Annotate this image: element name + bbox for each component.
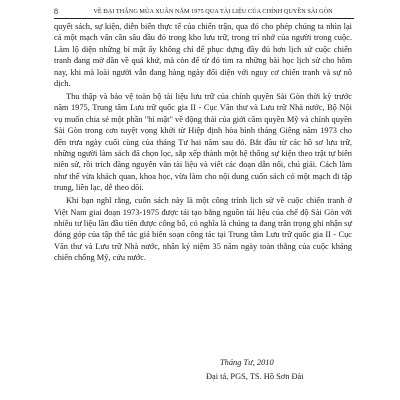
signature-date: Tháng Tư, 2010 xyxy=(220,358,274,367)
running-header xyxy=(54,5,354,19)
body-text xyxy=(54,21,352,265)
running-header-title: VỀ ĐẠI THẮNG MÙA XUÂN NĂM 1975 QUA TÀI LIỆU CỦA CHÍNH QUYỀN SÀI GÒN xyxy=(93,8,333,15)
signature-author: Đại tá, PGS, TS. Hồ Sơn Đài xyxy=(206,372,304,381)
page-number: 8 xyxy=(54,7,58,16)
paragraph-1: quyết sách, sự kiện, diễn biến thực tế của chiến trận, qua đó cho phép chúng ta nhìn lại cả một mạch vấn cần sâu đầu đó trong kho lưu trữ, trong trí nhớ của người trong cuộc. Làm lộ diện những bí mật ấy không chỉ để phục dựng đầy đủ hơn lịch sử cuộc chiến tranh đang mờ dần về quá khứ, mà còn để từ đó tìm ra những bài học lịch sử cho hôm nay, khi mà loài người vẫn đang hàng ngày đối diện với nguy cơ chiến tranh và sự nô dịch. xyxy=(54,22,352,89)
signature-block xyxy=(54,357,352,383)
paragraph-3: Khi bạn nghĩ rằng, cuốn sách này là một công trình lịch sử về cuộc chiến tranh ở Việt Nam giai đoạn 1973-1975 được tái tạo bằng nguồn tài liệu của chế độ Sài Gòn với nhiều tư liệu lần đầu tiên được công bố, có nghĩa là chúng ta đang trân trọng ghi nhận sự đóng góp của tập thể tác giả biên soạn công tác tại Trung tâm Lưu trữ quốc gia II - Cục Văn thư và Lưu trữ Nhà nước, nhân kỷ niệm 35 năm ngày toàn thắng của cuộc kháng chiến chống Mỹ, cứu nước. xyxy=(54,196,352,263)
paragraph-2: Thu thập và bảo vệ toàn bộ tài liệu lưu trữ của chính quyền Sài Gòn thời kỳ trước năm 1975, Trung tâm Lưu trữ quốc gia II - Cục Văn thư và Lưu trữ Nhà nước, Bộ Nội vụ muốn chia sẻ một phần "bí mật" về động thái của giới cầm quyền Mỹ và chính quyền Sài Gòn trong cơn tuyệt vọng khởi từ Hiệp định hòa bình tháng Giêng năm 1973 cho đến trưa ngày cuối cùng của tháng Tư hai năm sau đó. Bắt đầu từ các hồ sơ lưu trữ, những người làm sách đã chọn lọc, sắp xếp thành một hệ thống sự kiện theo trật tự biên niên sử, rồi trích đăng nguyên văn tài liệu và viết các đoạn dẫn nối, chú giải. Cách làm như thế vừa khách quan, khoa học, vừa làm cho nội dung cuốn sách có một mạch đi tập trung, liền lạc, dễ theo dõi. xyxy=(54,91,352,193)
